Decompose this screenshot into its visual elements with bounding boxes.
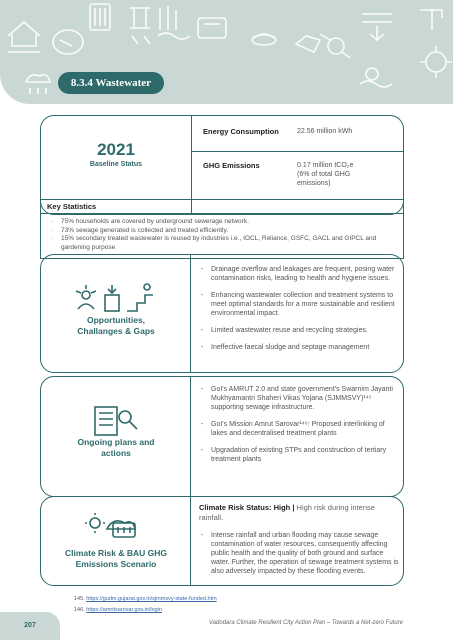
risk-content: [199, 503, 399, 584]
petri-dish-icon: [53, 30, 83, 54]
list-item: · 15% secondary treated wastewater is reused by industries i.e., IOCL, Reliance, GSFC, GACL and GIPCL and gardening purpose: [51, 235, 397, 252]
list-item: - Intense rainfall and urban flooding may cause sewage contamination of water resources, consequently affecting public health and the quality of both ground and surface water. Further, the operation of sewage treatment systems is also adversely impacted by these flooding events.: [199, 531, 399, 576]
boat-icon: [252, 34, 276, 45]
tap-icon: [420, 10, 442, 30]
opportunities-left: [41, 255, 191, 372]
rain-icon: [26, 75, 50, 94]
list-item: - Upgradation of existing STPs and construction of tertiary treatment plants: [199, 446, 399, 464]
list-item: - GoI's Mission Amrut Sarovar¹⁴⁶: Proposed interlinking of lakes and decentralised treatment plants: [199, 420, 399, 438]
baseline-label: Baseline Status: [89, 161, 143, 168]
opportunities-block: [40, 254, 404, 373]
kv-divider: [192, 151, 404, 152]
house-icon: [8, 22, 40, 52]
toilet-icon: [198, 18, 226, 38]
ongoing-plans-block: [40, 376, 404, 497]
footnote-link[interactable]: https://gudm.gujarat.gov.in/sjmmsvy-state-funded.htm: [86, 596, 217, 602]
ghg-value-3: emissions): [297, 180, 331, 187]
key-statistics-list: [41, 214, 403, 258]
risk-status-desc: High risk during intense rainfall.: [199, 503, 375, 522]
ongoing-left: [41, 377, 191, 496]
opportunities-title-1: Opportunities,: [86, 315, 146, 325]
energy-value: 22.56 million kWh: [297, 128, 353, 135]
risk-status-label: Climate Risk Status: High |: [199, 503, 295, 512]
opportunities-list-wrap: [199, 265, 399, 360]
energy-label: Energy Consumption: [203, 127, 279, 136]
water-tank-icon: [90, 4, 110, 30]
opportunities-title-2: Challanges & Gaps: [77, 326, 155, 336]
risk-list: [199, 531, 399, 576]
list-item: - Enhancing wastewater collection and treatment systems to meet optimal standards for a more sustainable and resilient environmental impact.: [199, 291, 399, 318]
risk-title-2: Emissions Scenario: [75, 559, 157, 569]
footnote: [74, 594, 217, 605]
header-banner: [0, 0, 453, 104]
opportunities-list: [199, 265, 399, 352]
footnote-link[interactable]: https://amritsarovar.gov.in/login: [86, 607, 162, 613]
key-statistics-title: Key Statistics: [41, 200, 403, 214]
risk-status: [199, 503, 399, 523]
gear-icon: [420, 46, 452, 78]
ongoing-list-wrap: [199, 385, 399, 472]
list-item: - Limited wastewater reuse and recycling strategies.: [199, 326, 399, 335]
risk-left: [41, 497, 191, 585]
pipe-icon: [130, 8, 150, 44]
footer-title: Vadodara Climate Resilient City Action Plan – Towards a Net-zero Future: [208, 620, 403, 626]
list-item: - Ineffective faecal sludge and septage management: [199, 343, 399, 352]
list-item: - GoI's AMRUT 2.0 and state government's Swarnim Jayanti Mukhyamantri Shaheri Vikas Yojana (SJMMSVY)¹⁴⁵ supporting sewage infrastructure.: [199, 385, 399, 412]
list-item: · 73% sewage generated is collected and treated efficiently.: [51, 227, 397, 236]
sun-cloud-icon: [41, 509, 191, 539]
sun-cloud-icon: [360, 68, 392, 87]
ongoing-title-2: actions: [101, 448, 131, 458]
ongoing-title-1: Ongoing plans and: [77, 437, 155, 447]
list-item: - Drainage overflow and leakages are frequent, posing water contamination risks, leading to health and hygiene issues.: [199, 265, 399, 283]
page-number: 207: [0, 612, 60, 640]
wave-icon: [158, 6, 190, 39]
footnote-number: 145.: [74, 596, 85, 602]
ongoing-list: [199, 385, 399, 464]
ghg-value-2: (6% of total GHG: [297, 171, 351, 178]
water-hand-icon: [296, 36, 320, 52]
molecule-icon: [320, 34, 350, 58]
flood-icon: [362, 14, 392, 40]
baseline-year: 2021: [97, 140, 135, 159]
footnote-number: 146.: [74, 607, 85, 613]
section-title: 8.3.4 Wastewater: [58, 72, 164, 94]
page-footer: [0, 612, 453, 640]
list-item: · 75% households are covered by underground sewerage network.: [51, 218, 397, 227]
ghg-value-1: 0.17 million tCO₂e: [297, 162, 354, 169]
key-statistics: [40, 199, 404, 259]
risk-title-1: Climate Risk & BAU GHG: [64, 548, 168, 558]
climate-risk-block: [40, 496, 404, 586]
ghg-label: GHG Emissions: [203, 161, 260, 170]
